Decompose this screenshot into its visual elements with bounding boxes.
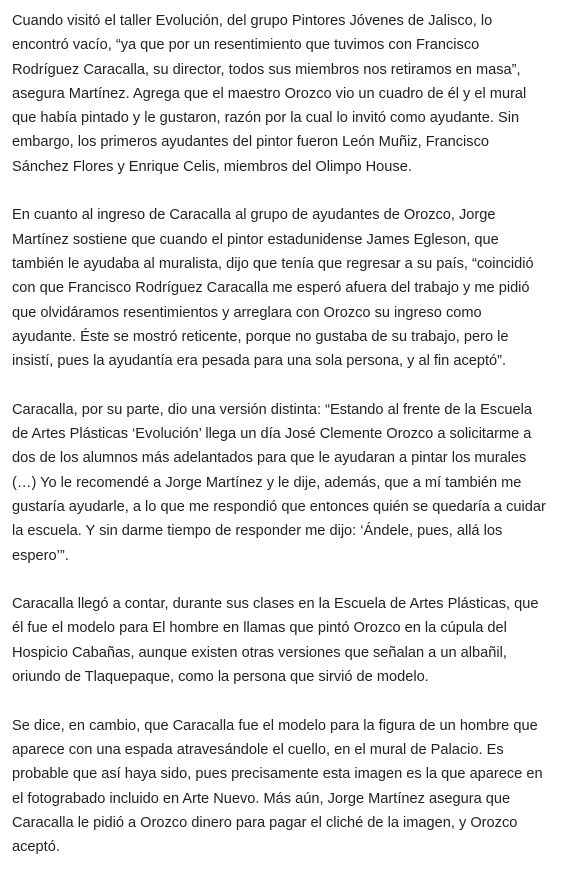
article-body — [0, 9, 546, 859]
article-paragraph: Se dice, en cambio, que Caracalla fue el modelo para la figura de un hombre que aparece con una espada atravesándole el cuello, en el mural de Palacio. Es probable que así haya sido, pues precisamente esta imagen es la que aparece en el fotograbado incluido en Arte Nuevo. Más aún, Jorge Martínez asegura que Caracalla le pidió a Orozco dinero para pagar el cliché de la imagen, y Orozco aceptó. — [12, 717, 543, 856]
article-paragraph: Cuando visitó el taller Evolución, del grupo Pintores Jóvenes de Jalisco, lo encontró vacío, “ya que por un resentimiento que tuvimos con Francisco Rodríguez Caracalla, su director, todos sus miembros nos retiramos en masa”, asegura Martínez. Agrega que el maestro Orozco vio un cuadro de él y el mural que había pintado y le gustaron, razón por la cual lo invitó como ayudante. Sin embargo, los primeros ayudantes del pintor fueron León Muñiz, Francisco Sánchez Flores y Enrique Celis, miembros del Olimpo House. — [12, 13, 527, 175]
article-paragraph: En cuanto al ingreso de Caracalla al grupo de ayudantes de Orozco, Jorge Martínez sostiene que cuando el pintor estadunidense James Egleson, que también le ayudaba al muralista, dijo que tenía que regresar a su país, “coincidió con que Francisco Rodríguez Caracalla me esperó afuera del trabajo y me pidió que olvidáramos resentimientos y arreglara con Orozco su ingreso como ayudante. Éste se mostró reticente, porque no gustaba de su trabajo, pero le insistí, pues la ayudantía era pesada para una sola persona, y al fin aceptó”. — [12, 207, 534, 370]
article-paragraph: Caracalla, por su parte, dio una versión distinta: “Estando al frente de la Escuela de Artes Plásticas ‘Evolución’ llega un día José Clemente Orozco a solicitarme a dos de los alumnos más adelantados para que le ayudaran a pintar los murales (…) Yo le recomendé a Jorge Martínez y le dije, además, que a mí también me gustaría ayudarle, a lo que me respondió que entonces quién se quedaría a cuidar la escuela. Y sin darme tiempo de responder me dijo: ‘Ándele, pues, allá los espero’”. — [12, 401, 546, 564]
article-paragraph: Caracalla llegó a contar, durante sus clases en la Escuela de Artes Plásticas, que él fue el modelo para El hombre en llamas que pintó Orozco en la cúpula del Hospicio Cabañas, aunque existen otras versiones que señalan a un albañil, oriundo de Tlaquepaque, como la persona que sirvió de modelo. — [12, 596, 539, 686]
